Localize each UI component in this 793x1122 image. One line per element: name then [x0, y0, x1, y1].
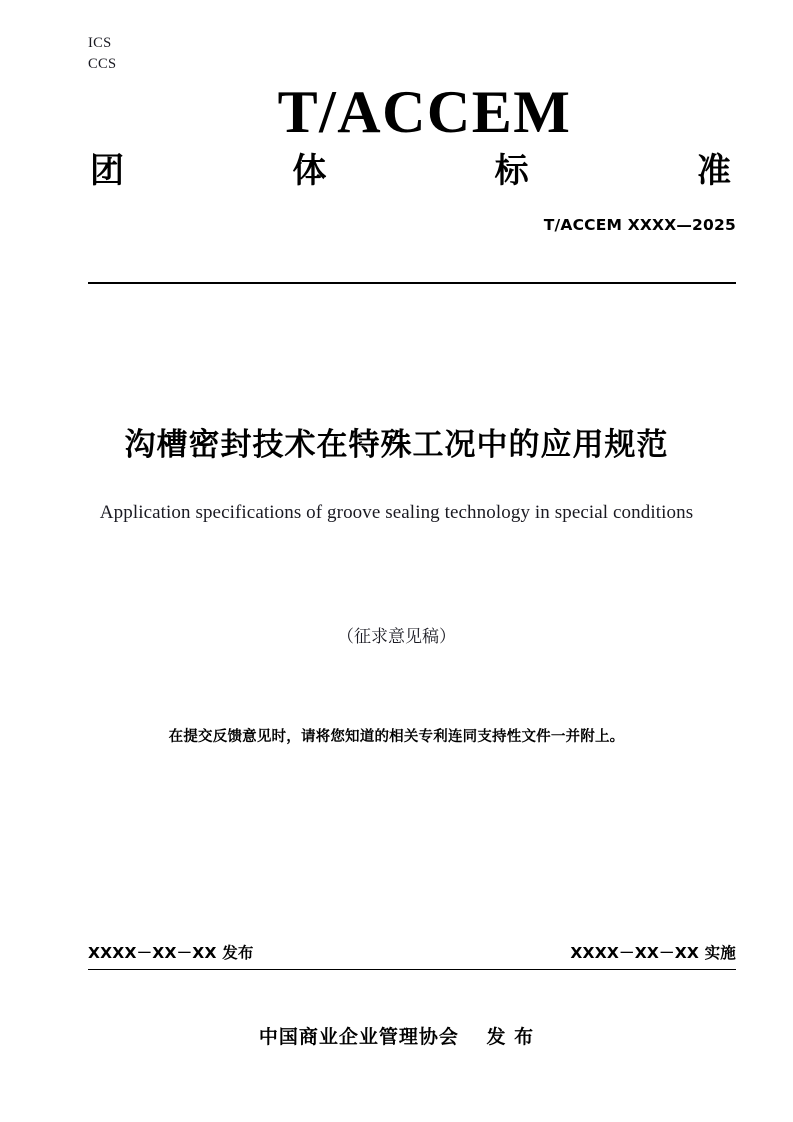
- standard-number: T/ACCEM XXXX—2025: [543, 216, 736, 234]
- masthead-chinese-label: [88, 151, 736, 191]
- masthead: [88, 79, 736, 191]
- masthead-char-zhun: 准: [696, 151, 731, 191]
- ics-code-line: ICS: [88, 35, 112, 51]
- publisher-line: 中国商业企业管理协会 发 布: [258, 1026, 535, 1048]
- page-title-english: Application specifications of groove sealing technology in special conditions: [99, 502, 694, 523]
- page-title-chinese: 沟槽密封技术在特殊工况中的应用规范: [124, 427, 669, 463]
- ccs-code-line: CCS: [88, 55, 117, 72]
- classification-block: [88, 33, 116, 74]
- organization-mark: T/ACCEM: [277, 79, 572, 145]
- implementation-date: XXXX－XX－XX 实施: [570, 944, 736, 962]
- patent-disclosure-notice: 在提交反馈意见时，请将您知道的相关专利连同支持性文件一并附上。: [168, 729, 625, 745]
- draft-status-label: （征求意见稿）: [337, 627, 456, 646]
- footer-divider-rule: [88, 969, 736, 970]
- masthead-char-tuan: 团: [90, 151, 124, 191]
- masthead-char-ti: 体: [292, 151, 327, 191]
- masthead-char-biao: 标: [494, 151, 529, 191]
- masthead-divider-rule: [88, 282, 736, 284]
- release-date: XXXX－XX－XX 发布: [88, 944, 254, 962]
- footer-date-row: [88, 941, 736, 963]
